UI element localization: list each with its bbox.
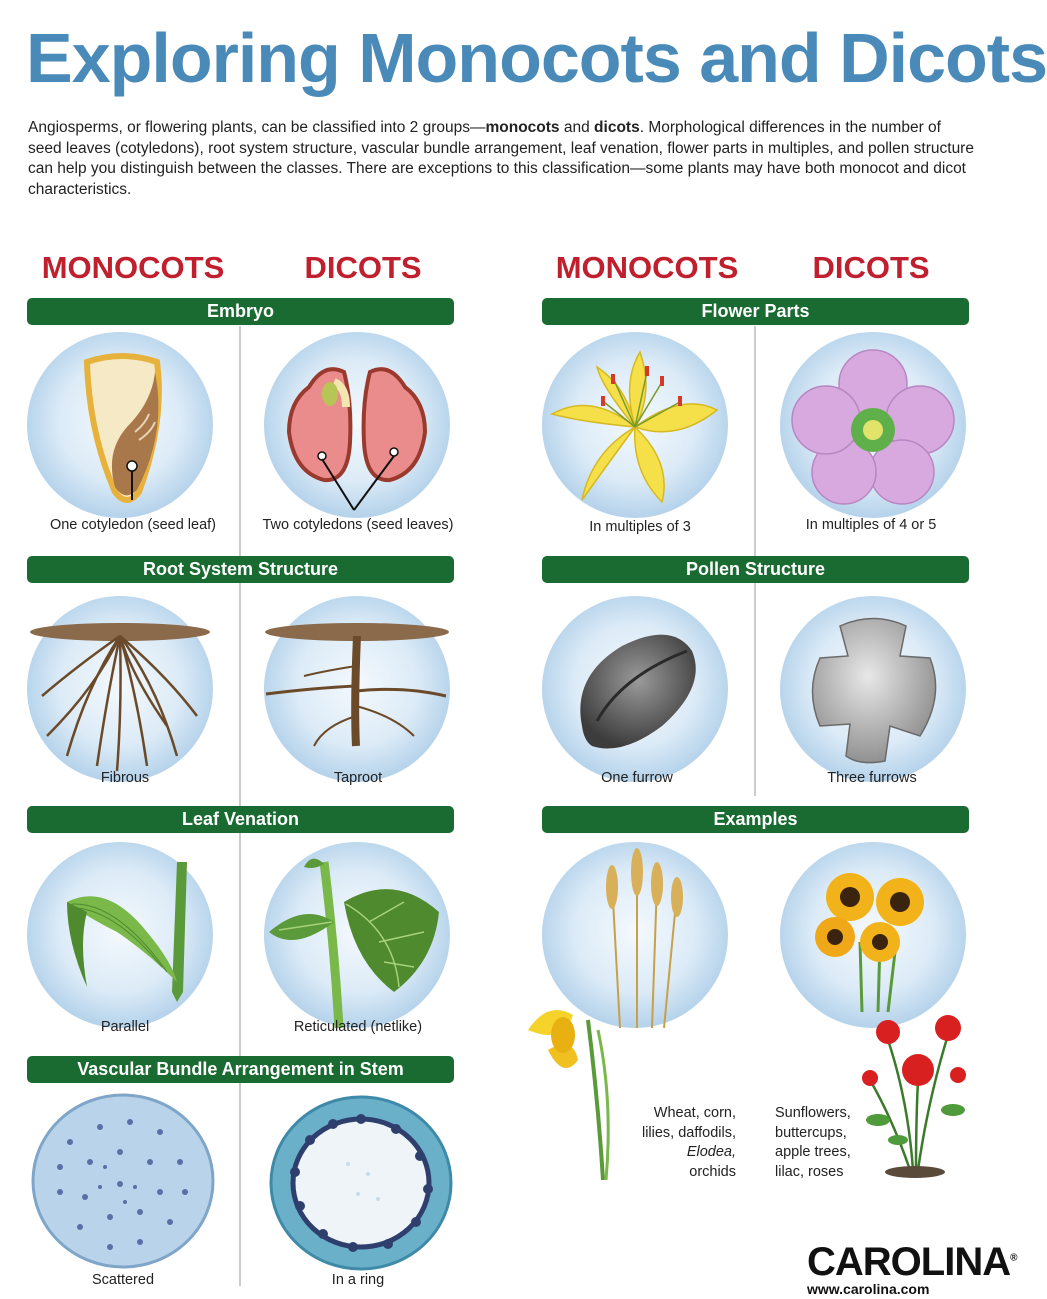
dicot-embryo-illustration [264, 332, 450, 518]
dicot-leaf-illustration [264, 842, 450, 1028]
intro-text-3: . Morphological differences in the number of seed leaves (cotyledons), root system structure, vascular bundle arrangement, leaf venation, flower parts in multiples, and pollen structure can help you distinguish between the classes. There are exceptions to this classification—some plants may have both monocot and dicot characteristics. [28, 119, 974, 198]
dicot-example-line-4: lilac, roses [775, 1163, 844, 1180]
section-bar-flower: Flower Parts [542, 298, 969, 325]
left-dicots-heading: DICOTS [304, 250, 422, 285]
intro-bold-dicots: dicots [594, 119, 640, 136]
monocot-examples-text [620, 1104, 736, 1182]
caption-root-mono: Fibrous [100, 770, 150, 786]
caption-leaf-dicot: Reticulated (netlike) [293, 1019, 423, 1035]
carolina-logo[interactable] [807, 1240, 1017, 1297]
caption-flower-dicot: In multiples of 4 or 5 [805, 517, 937, 533]
dicot-example-circle [780, 842, 966, 1028]
monocot-root-illustration [27, 596, 213, 782]
monocot-example-line-4: orchids [689, 1163, 736, 1180]
dicot-example-line-3: apple trees, [775, 1144, 851, 1160]
carolina-url[interactable]: www.carolina.com [807, 1281, 930, 1297]
intro-text-1: Angiosperms, or flowering plants, can be classified into 2 groups— [28, 119, 486, 136]
section-bar-embryo: Embryo [27, 298, 454, 325]
intro-paragraph [28, 118, 978, 200]
carolina-logo-word [807, 1240, 1017, 1285]
caption-root-dicot: Taproot [333, 770, 383, 786]
caption-embryo-mono: One cotyledon (seed leaf) [49, 517, 217, 533]
section-bar-root: Root System Structure [27, 556, 454, 583]
section-bar-pollen: Pollen Structure [542, 556, 969, 583]
caption-embryo-dicot: Two cotyledons (seed leaves) [262, 517, 454, 533]
monocot-example-line-1: Wheat, corn, [653, 1105, 736, 1121]
dicot-pollen-illustration [780, 596, 966, 782]
dicot-example-line-1: Sunflowers, [775, 1105, 851, 1121]
caption-vascular-mono: Scattered [91, 1272, 155, 1288]
right-monocots-heading: MONOCOTS [555, 250, 739, 285]
page-title: Exploring Monocots and Dicots [26, 19, 1047, 97]
dicot-examples-text [775, 1104, 875, 1182]
dicot-stem-cross-section [268, 1094, 454, 1272]
dicot-root-illustration [264, 596, 450, 782]
section-bar-leaf: Leaf Venation [27, 806, 454, 833]
caption-pollen-mono: One furrow [601, 770, 673, 786]
caption-leaf-mono: Parallel [100, 1019, 150, 1035]
monocot-stem-cross-section [30, 1092, 216, 1270]
monocot-pollen-illustration [542, 596, 728, 782]
caption-vascular-dicot: In a ring [331, 1272, 385, 1288]
rose-illustration [858, 1010, 973, 1180]
intro-text-2: and [559, 119, 595, 136]
dicot-example-line-2: buttercups, [775, 1124, 847, 1141]
caption-flower-mono: In multiples of 3 [589, 519, 691, 535]
monocot-leaf-illustration [27, 842, 213, 1028]
intro-bold-monocots: monocots [485, 119, 560, 136]
monocot-embryo-illustration [27, 332, 213, 518]
monocot-example-line-2: lilies, daffodils, [641, 1124, 736, 1141]
dicot-flower-illustration [780, 332, 966, 518]
monocot-example-line-3: Elodea, [686, 1144, 736, 1160]
logo-registered-mark: ® [1010, 1252, 1017, 1264]
right-dicots-heading: DICOTS [812, 250, 930, 285]
section-bar-vascular: Vascular Bundle Arrangement in Stem [27, 1056, 454, 1083]
monocot-flower-illustration [542, 332, 728, 518]
caption-pollen-dicot: Three furrows [827, 770, 917, 786]
section-bar-examples: Examples [542, 806, 969, 833]
left-monocots-heading: MONOCOTS [41, 250, 225, 285]
logo-word-text: CAROLINA [807, 1240, 1011, 1284]
